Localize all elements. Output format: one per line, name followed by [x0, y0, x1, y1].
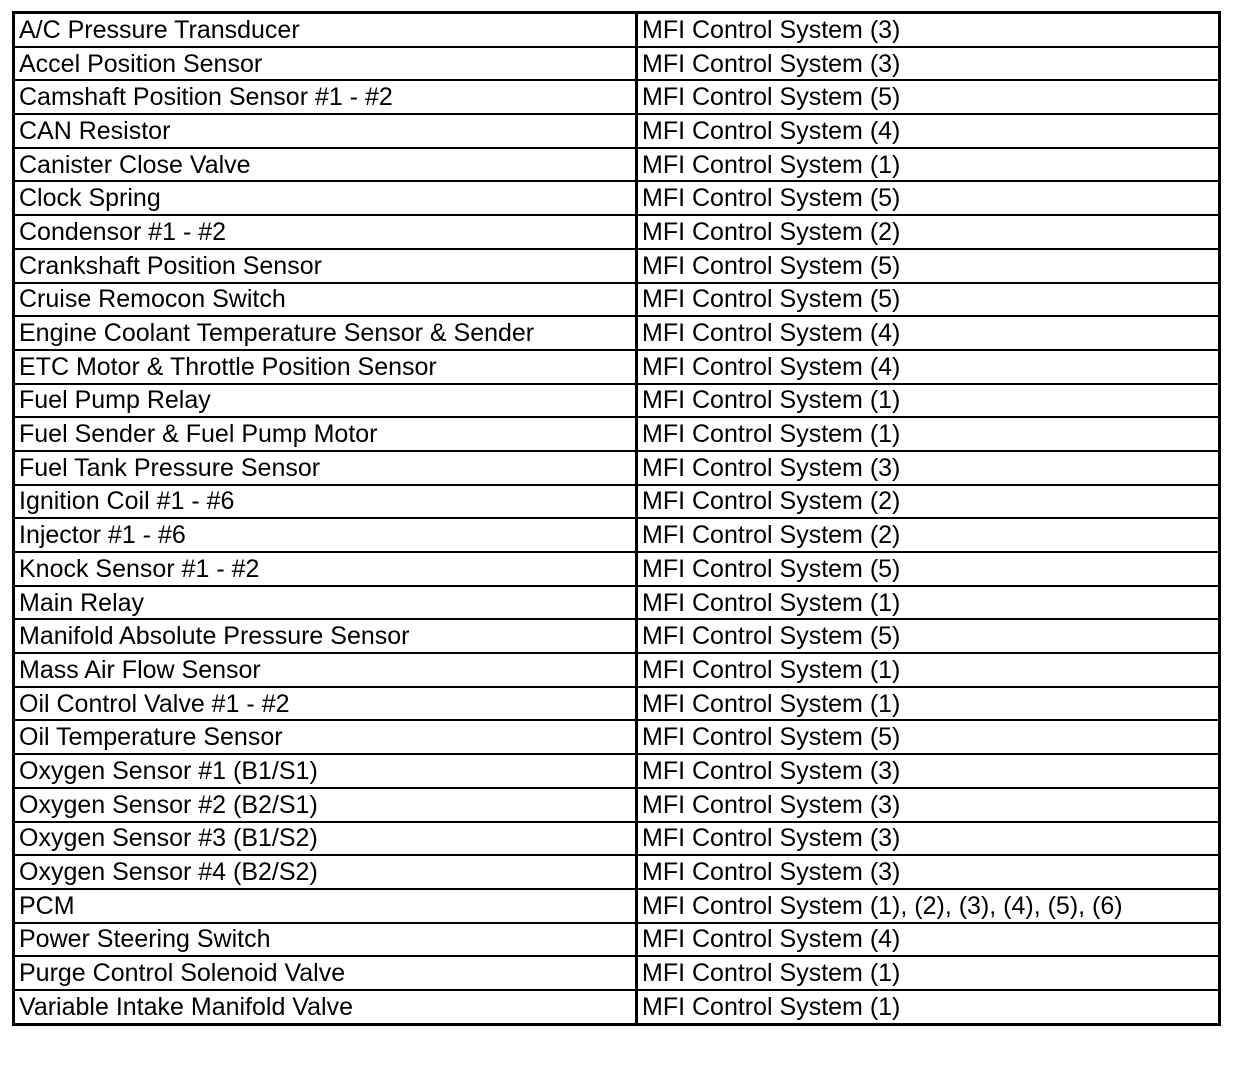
component-name-cell: Purge Control Solenoid Valve	[14, 956, 637, 990]
component-name-cell: Accel Position Sensor	[14, 47, 637, 81]
component-name-cell: Oil Control Valve #1 - #2	[14, 687, 637, 721]
circuit-location-cell: MFI Control System (1)	[637, 148, 1220, 182]
table-row	[14, 114, 1220, 148]
circuit-location-cell: MFI Control System (5)	[637, 181, 1220, 215]
circuit-location-cell: MFI Control System (5)	[637, 283, 1220, 317]
component-name-cell: Oxygen Sensor #1 (B1/S1)	[14, 754, 637, 788]
component-name-cell: Ignition Coil #1 - #6	[14, 485, 637, 519]
component-name-cell: Variable Intake Manifold Valve	[14, 990, 637, 1024]
circuit-location-cell: MFI Control System (4)	[637, 316, 1220, 350]
component-name-cell: Engine Coolant Temperature Sensor & Sender	[14, 316, 637, 350]
circuit-location-cell: MFI Control System (3)	[637, 754, 1220, 788]
circuit-location-cell: MFI Control System (2)	[637, 518, 1220, 552]
component-name-cell: Injector #1 - #6	[14, 518, 637, 552]
circuit-location-cell: MFI Control System (5)	[637, 249, 1220, 283]
table-row	[14, 687, 1220, 721]
circuit-location-cell: MFI Control System (1)	[637, 687, 1220, 721]
table-row	[14, 653, 1220, 687]
component-name-cell: Oxygen Sensor #3 (B1/S2)	[14, 822, 637, 856]
circuit-location-cell: MFI Control System (1)	[637, 653, 1220, 687]
table-row	[14, 586, 1220, 620]
component-name-cell: Oxygen Sensor #4 (B2/S2)	[14, 855, 637, 889]
table-row	[14, 283, 1220, 317]
table-row	[14, 822, 1220, 856]
table-row	[14, 47, 1220, 81]
table-row	[14, 350, 1220, 384]
circuit-location-cell: MFI Control System (3)	[637, 788, 1220, 822]
table-row	[14, 181, 1220, 215]
component-name-cell: Mass Air Flow Sensor	[14, 653, 637, 687]
table-row	[14, 451, 1220, 485]
table-row	[14, 788, 1220, 822]
table-row	[14, 923, 1220, 957]
circuit-location-cell: MFI Control System (1)	[637, 384, 1220, 418]
circuit-location-cell: MFI Control System (5)	[637, 552, 1220, 586]
component-name-cell: A/C Pressure Transducer	[14, 13, 637, 47]
table-row	[14, 13, 1220, 47]
table-row	[14, 889, 1220, 923]
component-name-cell: Clock Spring	[14, 181, 637, 215]
table-body	[14, 13, 1220, 1025]
component-name-cell: CAN Resistor	[14, 114, 637, 148]
component-name-cell: PCM	[14, 889, 637, 923]
component-name-cell: ETC Motor & Throttle Position Sensor	[14, 350, 637, 384]
table-row	[14, 518, 1220, 552]
component-name-cell: Fuel Pump Relay	[14, 384, 637, 418]
circuit-location-cell: MFI Control System (1)	[637, 990, 1220, 1024]
table-row	[14, 485, 1220, 519]
table-row	[14, 384, 1220, 418]
component-name-cell: Knock Sensor #1 - #2	[14, 552, 637, 586]
table-row	[14, 249, 1220, 283]
circuit-location-cell: MFI Control System (2)	[637, 215, 1220, 249]
table-row	[14, 855, 1220, 889]
component-name-cell: Oil Temperature Sensor	[14, 720, 637, 754]
component-name-cell: Fuel Sender & Fuel Pump Motor	[14, 417, 637, 451]
circuit-location-cell: MFI Control System (1)	[637, 586, 1220, 620]
table-row	[14, 80, 1220, 114]
component-name-cell: Fuel Tank Pressure Sensor	[14, 451, 637, 485]
component-name-cell: Crankshaft Position Sensor	[14, 249, 637, 283]
circuit-location-cell: MFI Control System (3)	[637, 822, 1220, 856]
table-row	[14, 316, 1220, 350]
circuit-location-cell: MFI Control System (5)	[637, 720, 1220, 754]
table-row	[14, 619, 1220, 653]
component-name-cell: Canister Close Valve	[14, 148, 637, 182]
component-name-cell: Cruise Remocon Switch	[14, 283, 637, 317]
circuit-location-cell: MFI Control System (4)	[637, 350, 1220, 384]
circuit-location-cell: MFI Control System (1)	[637, 417, 1220, 451]
table-row	[14, 552, 1220, 586]
table-row	[14, 148, 1220, 182]
circuit-location-cell: MFI Control System (4)	[637, 923, 1220, 957]
table-row	[14, 754, 1220, 788]
circuit-location-cell: MFI Control System (3)	[637, 855, 1220, 889]
table-row	[14, 990, 1220, 1024]
circuit-location-cell: MFI Control System (3)	[637, 47, 1220, 81]
table-row	[14, 720, 1220, 754]
component-location-table	[12, 11, 1221, 1026]
component-name-cell: Main Relay	[14, 586, 637, 620]
circuit-location-cell: MFI Control System (3)	[637, 451, 1220, 485]
component-name-cell: Manifold Absolute Pressure Sensor	[14, 619, 637, 653]
circuit-location-cell: MFI Control System (4)	[637, 114, 1220, 148]
component-name-cell: Condensor #1 - #2	[14, 215, 637, 249]
circuit-location-cell: MFI Control System (1), (2), (3), (4), (5), (6)	[637, 889, 1220, 923]
component-name-cell: Oxygen Sensor #2 (B2/S1)	[14, 788, 637, 822]
circuit-location-cell: MFI Control System (2)	[637, 485, 1220, 519]
table-row	[14, 417, 1220, 451]
circuit-location-cell: MFI Control System (3)	[637, 13, 1220, 47]
circuit-location-cell: MFI Control System (5)	[637, 619, 1220, 653]
circuit-location-cell: MFI Control System (5)	[637, 80, 1220, 114]
table-row	[14, 956, 1220, 990]
component-name-cell: Power Steering Switch	[14, 923, 637, 957]
circuit-location-cell: MFI Control System (1)	[637, 956, 1220, 990]
table-row	[14, 215, 1220, 249]
component-name-cell: Camshaft Position Sensor #1 - #2	[14, 80, 637, 114]
